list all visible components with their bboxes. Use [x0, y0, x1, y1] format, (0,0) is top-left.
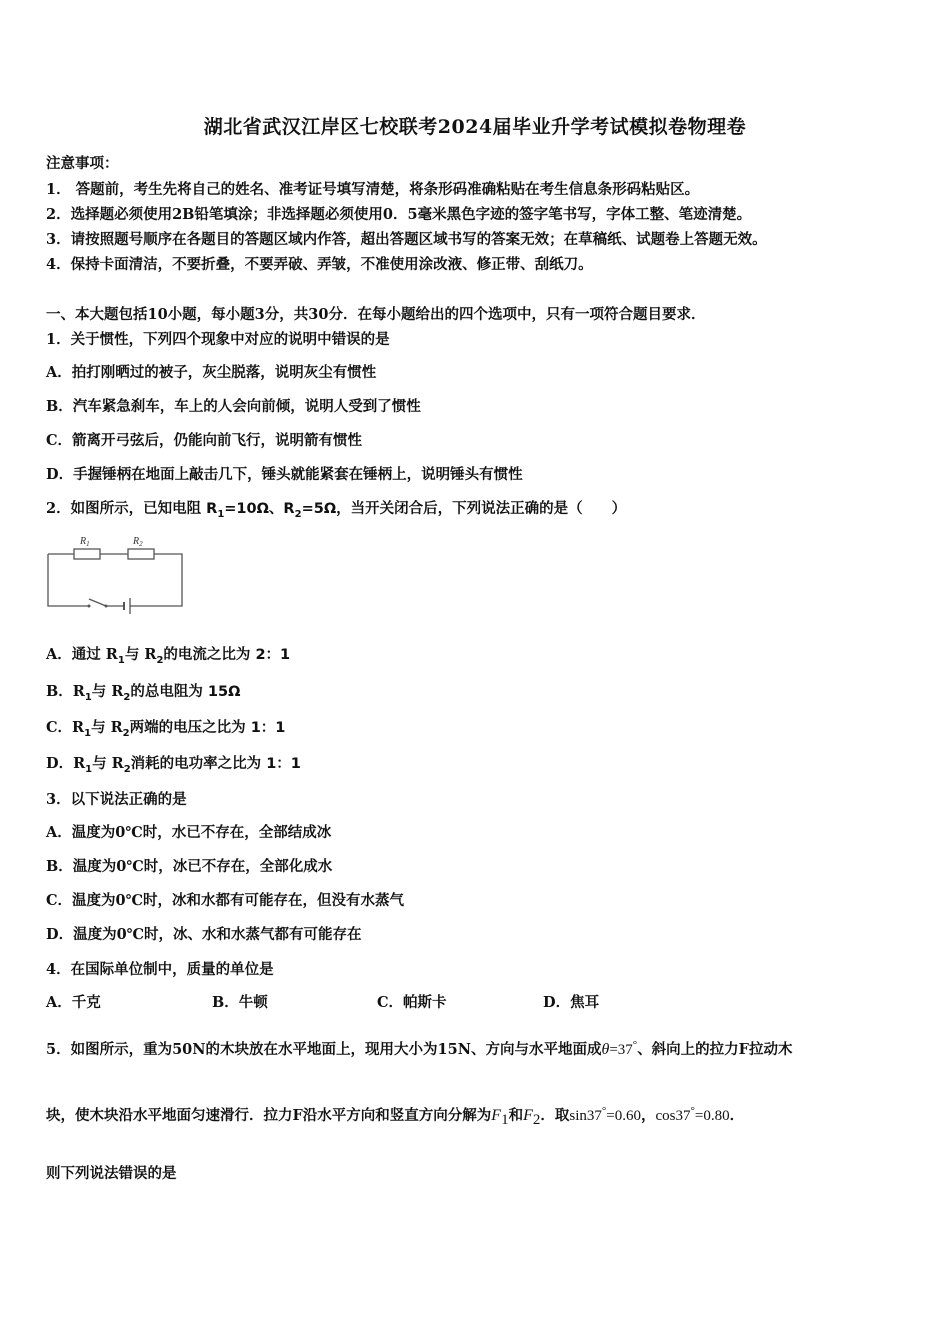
notes-heading: 注意事项： [46, 155, 119, 172]
question-1-option-d: D．手握锤柄在地面上敲击几下，锤头就能紧套在锤柄上，说明锤头有惯性 [46, 466, 523, 483]
question-5-line-1: 5．如图所示，重为50N的木块放在水平地面上，现用大小为15N、方向与水平地面成θ=37°、斜向上的拉力F拉动木 [46, 1039, 793, 1058]
label-r2: $R_2$ [133, 536, 143, 548]
wire [48, 554, 89, 606]
note-item: 3．请按照题号顺序在各题目的答题区域内作答，超出答题区域书写的答案无效；在草稿纸、试题卷上答题无效。 [46, 231, 767, 248]
question-1-option-a: A．拍打刚晒过的被子，灰尘脱落，说明灰尘有惯性 [46, 364, 377, 381]
question-1-option-c: C．箭离开弓弦后，仍能向前飞行，说明箭有惯性 [46, 432, 363, 449]
note-item: 1． 答题前，考生先将自己的姓名、准考证号填写清楚，将条形码准确粘贴在考生信息条形码粘贴区。 [46, 181, 700, 198]
resistor-r2 [128, 549, 154, 559]
question-4-option-a: A．千克 [46, 994, 101, 1011]
question-2-option-d: D．$R_1$与 $R_2$消耗的电功率之比为 1：1 [46, 755, 301, 775]
question-5-line-2: 块，使木块沿水平地面匀速滑行．拉力F沿水平方向和竖直方向分解为$F_1$和$F_2$．取sin37°=0.60，cos37°=0.80． [46, 1105, 745, 1128]
question-1-option-b: B．汽车紧急刹车，车上的人会向前倾，说明人受到了惯性 [46, 398, 421, 415]
label-r1: $R_1$ [80, 536, 90, 548]
switch-contact [105, 605, 108, 608]
circuit-diagram [44, 526, 189, 616]
question-3-option-b: B．温度为0℃时，冰已不存在，全部化成水 [46, 858, 333, 875]
question-3-option-a: A．温度为0℃时，水已不存在，全部结成冰 [46, 824, 332, 841]
question-5-line-3: 则下列说法错误的是 [46, 1165, 177, 1182]
question-4-stem: 4．在国际单位制中，质量的单位是 [46, 961, 274, 978]
question-4-option-c: C．帕斯卡 [377, 994, 447, 1011]
question-3-option-d: D．温度为0℃时，冰、水和水蒸气都有可能存在 [46, 926, 362, 943]
question-2-option-b: B．$R_1$与 $R_2$的总电阻为 15Ω [46, 683, 241, 703]
question-1-stem: 1．关于惯性，下列四个现象中对应的说明中错误的是 [46, 331, 390, 348]
question-2-option-c: C．$R_1$与 $R_2$两端的电压之比为 1：1 [46, 719, 286, 739]
wire [130, 554, 182, 606]
question-2-stem: 2．如图所示，已知电阻 $R_1=10\Omega$、$R_2=5\Omega$，当开关闭合后，下列说法正确的是（ ） [46, 500, 627, 520]
section-heading: 一、本大题包括10小题，每小题3分，共30分．在每小题给出的四个选项中，只有一项符合题目要求． [46, 306, 706, 323]
resistor-r1 [74, 549, 100, 559]
question-4-option-b: B．牛顿 [212, 994, 268, 1011]
note-item: 4．保持卡面清洁，不要折叠，不要弄破、弄皱，不准使用涂改液、修正带、刮纸刀。 [46, 256, 593, 273]
page-title: 湖北省武汉江岸区七校联考2024届毕业升学考试模拟卷物理卷 [203, 116, 747, 138]
question-3-option-c: C．温度为0℃时，冰和水都有可能存在，但没有水蒸气 [46, 892, 405, 909]
note-item: 2．选择题必须使用2B铅笔填涂；非选择题必须使用0．5毫米黑色字迹的签字笔书写，字体工整、笔迹清楚。 [46, 206, 752, 223]
switch-lever [89, 599, 106, 606]
question-4-option-d: D．焦耳 [543, 994, 600, 1011]
question-2-option-a: A．通过 $R_1$与 $R_2$的电流之比为 2：1 [46, 646, 291, 666]
switch-pivot [88, 605, 91, 608]
question-3-stem: 3．以下说法正确的是 [46, 791, 187, 808]
